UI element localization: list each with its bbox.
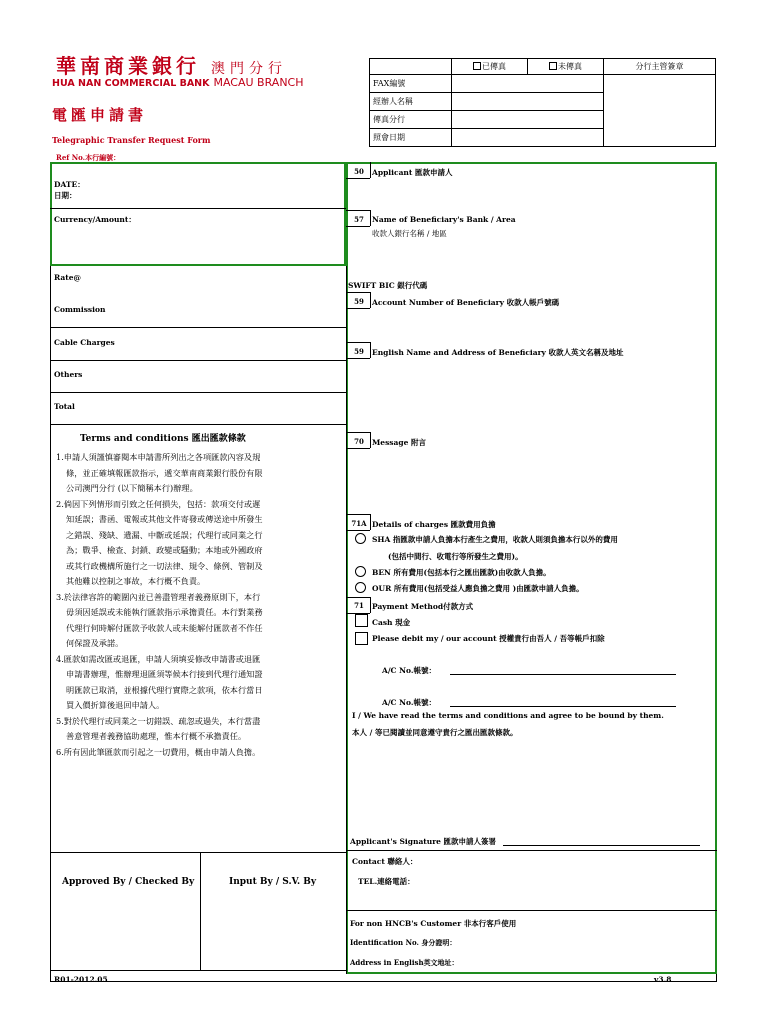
- verify-date-field[interactable]: [452, 129, 604, 147]
- beneficiary-address-label: English Name and Address of Beneficiary 收款人英文名稱及地址: [372, 348, 624, 357]
- our-text: OUR 所有費用(包括受益人應負擔之費用 )由匯款申請人負擔。: [372, 584, 584, 593]
- date-label-cn: 日期：: [54, 191, 77, 200]
- handler-name-label: 經辦人名稱: [370, 93, 452, 111]
- terms-line: 買入價折算後退回申請人。: [66, 700, 165, 710]
- terms-line: 4.匯款如需改匯或退匯，申請人須填妥修改申請書或退匯: [56, 653, 261, 664]
- commission-label: Commission: [54, 305, 106, 314]
- terms-line: 公司澳門分行 (以下簡稱本行)辦理。: [66, 483, 198, 493]
- terms-line: 1.申請人須謹慎審閱本申請書所列出之各項匯款內容及規: [56, 452, 261, 462]
- fax-no-field[interactable]: [452, 75, 604, 93]
- approved-checked-label: Approved By / Checked By: [62, 877, 195, 887]
- not-faxed-checkbox[interactable]: [549, 62, 557, 70]
- field-71-number: 71: [354, 601, 364, 610]
- faxed-cell[interactable]: 已傳真: [452, 59, 528, 75]
- terms-line: 為；戰爭、檢查、封鎖、政變或騷動；本地或外國政府: [66, 545, 263, 555]
- id-no-label: Identification No. 身分證明：: [350, 938, 457, 947]
- debit-label: Please debit my / our account 授權貴行由吾人 / 吾等帳戶扣除: [372, 634, 605, 643]
- bank-name-en: HUA NAN COMMERCIAL BANK MACAU BRANCH: [52, 76, 304, 89]
- fax-branch-field[interactable]: [452, 111, 604, 129]
- faxed-checkbox[interactable]: [473, 62, 481, 70]
- payment-method-label: Payment Method付款方式: [372, 602, 474, 611]
- non-customer-label: For non HNCB's Customer 非本行客戶使用: [350, 919, 517, 928]
- form-title-cn: 電匯申請書: [52, 106, 148, 124]
- applicant-label: Applicant 匯款申請人: [372, 168, 453, 177]
- cash-checkbox[interactable]: [355, 614, 368, 627]
- swift-label: SWIFT BIC 銀行代碼: [348, 281, 428, 290]
- ac-no-field-2[interactable]: [450, 706, 676, 707]
- terms-line: 明匯款已取消，並根據代理行實際之款項，依本行當日: [66, 684, 263, 695]
- ac-no-field-1[interactable]: [450, 674, 676, 675]
- form-version: v3.8: [654, 975, 672, 984]
- supervisor-seal-label: 分行主管簽章: [604, 59, 716, 75]
- terms-line: 5.對於代理行或同業之一切錯誤、疏忽或過失，本行當盡: [56, 715, 261, 726]
- not-faxed-cell[interactable]: 未傳真: [528, 59, 604, 75]
- terms-title: Terms and conditions 匯出匯款條款: [80, 434, 246, 444]
- beneficiary-address-field[interactable]: [350, 362, 712, 428]
- bank-name-cn: 華南商業銀行 澳門分行: [56, 54, 287, 78]
- address-label: Address in English英文地址：: [350, 958, 459, 967]
- terms-line: 之錯誤、殘缺、遺漏、中斷或延誤；代理行或同業之行: [66, 529, 263, 540]
- verify-date-label: 照會日期: [370, 129, 452, 147]
- agree-text-en: I / We have read the terms and conditions and agree to be bound by them.: [352, 711, 664, 720]
- field-71a-number: 71A: [351, 519, 367, 528]
- message-label: Message 附言: [372, 438, 427, 447]
- beneficiary-bank-field[interactable]: [350, 240, 712, 278]
- terms-line: 何保證及承諾。: [66, 638, 124, 648]
- ben-text: BEN 所有費用(包括本行之匯出匯款)由收款人負擔。: [372, 568, 551, 577]
- ben-radio[interactable]: [355, 566, 366, 577]
- charges-label: Details of charges 匯款費用負擔: [372, 520, 496, 529]
- beneficiary-bank-label-en: Name of Beneficiary's Bank / Area: [372, 215, 516, 224]
- form-title-en: Telegraphic Transfer Request Form: [52, 135, 211, 145]
- fax-no-label: FAX編號: [370, 75, 452, 93]
- branch-en: MACAU BRANCH: [213, 76, 304, 89]
- account-number-field[interactable]: [350, 312, 712, 340]
- fax-corner-cell: [370, 59, 452, 75]
- sha-text: SHA 指匯款申請人負擔本行產生之費用，收款人則須負擔本行以外的費用: [372, 535, 618, 544]
- message-field[interactable]: [350, 452, 712, 510]
- signature-label: Applicant's Signature 匯款申請人簽署: [350, 837, 497, 846]
- terms-line: 或其行政機構所施行之一切法律、規令、條例、管制及: [66, 560, 263, 571]
- branch-cn: 澳門分行: [210, 61, 287, 77]
- date-label-en: DATE：: [54, 180, 85, 189]
- beneficiary-bank-label-cn: 收款人銀行名稱 / 地區: [372, 229, 447, 238]
- handler-name-field[interactable]: [452, 93, 604, 111]
- rate-label: Rate@: [54, 273, 82, 282]
- terms-list: [56, 450, 326, 760]
- tel-label: TEL.連絡電話：: [358, 877, 415, 886]
- applicant-field[interactable]: [350, 182, 712, 208]
- supervisor-seal-field[interactable]: [604, 75, 716, 147]
- terms-line: 2.倘因下列情形而引致之任何損失，包括：款項交付或遲: [56, 498, 261, 509]
- field-59a-number: 59: [354, 297, 364, 306]
- terms-line: 代理行何時解付匯款予收款人或未能解付匯款者不作任: [66, 622, 263, 633]
- others-label: Others: [54, 370, 83, 379]
- ac-no-label-1: A/C No.帳號：: [382, 666, 436, 675]
- field-50-number: 50: [354, 167, 364, 176]
- ac-no-label-2: A/C No.帳號：: [382, 698, 436, 707]
- sha-text-2: (包括中間行、收電行等所發生之費用)。: [388, 552, 523, 561]
- signature-field[interactable]: [503, 845, 700, 846]
- agree-text-cn: 本人 / 等已閱讀並同意遵守貴行之匯出匯款條款。: [352, 728, 518, 737]
- account-number-label: Account Number of Beneficiary 收款人帳戶號碼: [372, 298, 560, 307]
- cable-charges-label: Cable Charges: [54, 338, 115, 347]
- total-label: Total: [54, 402, 75, 411]
- ref-no-label: Ref No.本行編號：: [56, 153, 121, 162]
- field-57-number: 57: [354, 215, 364, 224]
- contact-label: Contact 聯絡人：: [352, 857, 418, 866]
- our-radio[interactable]: [355, 582, 366, 593]
- fax-status-table: [369, 58, 716, 147]
- input-sv-label: Input By / S.V. By: [229, 877, 317, 887]
- terms-line: 毋須因延誤或未能執行匯款指示承擔責任。本行對業務: [66, 607, 263, 617]
- terms-line: 善意管理者義務協助處理，惟本行概不承擔責任。: [66, 731, 247, 741]
- terms-line: 其他難以控制之事故，本行概不負責。: [66, 576, 206, 586]
- currency-amount-field[interactable]: [52, 226, 342, 264]
- field-70-number: 70: [354, 437, 364, 446]
- field-59b-number: 59: [354, 347, 364, 356]
- terms-line: 6.所有因此筆匯款而引起之一切費用，概由申請人負擔。: [56, 746, 261, 757]
- form-code: R01-2012.05: [54, 975, 108, 984]
- fax-branch-label: 傳真分行: [370, 111, 452, 129]
- terms-line: 申請書辦理，惟辦理退匯須等候本行接到代理行通知證: [66, 669, 263, 679]
- cash-label: Cash 現金: [372, 618, 411, 627]
- debit-checkbox[interactable]: [355, 632, 368, 645]
- terms-line: 條，並正確填報匯款指示，遞交華南商業銀行股份有限: [66, 467, 263, 478]
- sha-radio[interactable]: [355, 533, 366, 544]
- terms-line: 3.於法律容許的範圍內並已善盡管理者義務原則下，本行: [56, 591, 261, 602]
- currency-amount-label: Currency/Amount：: [54, 215, 136, 224]
- terms-line: 知延誤；書函、電報或其他文件寄發或傳送途中所發生: [66, 514, 263, 524]
